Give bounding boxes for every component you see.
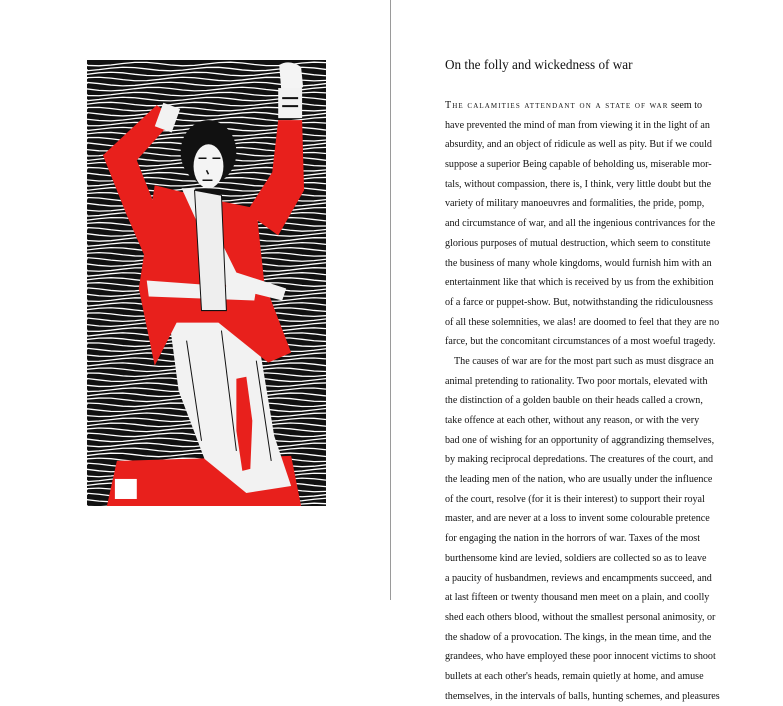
text-line: animal pretending to rationality. Two poor mortals, elevated with [445,375,708,387]
text-line: tals, without compassion, there is, I think, very little doubt but the [445,178,712,190]
text-line: entertainment like that which is received by us from the exhibition [445,277,714,289]
text-line: of a farce or puppet-show. But, notwithstanding the ridiculousness [445,296,713,308]
text-line: of all these solemnities, we alas! are doomed to feel that they are no [445,316,720,328]
text-line: suppose a superior Being capable of beholding us, miserable mor- [445,159,712,171]
text-line: The causes of war are for the most part such as must disgrace an [454,355,714,367]
text-line: have prevented the mind of man from viewing it in the light of an [445,119,710,131]
left-page [0,0,391,600]
text-line: shed each others blood, without the smallest personal animosity, or [445,611,716,623]
text-line: for engaging the nation in the horrors of war. Taxes of the most [445,533,701,545]
lead-in-small-caps: The calamities attendant on a state of war [445,100,669,111]
text-line: The calamities attendant on a state of war seem to [445,100,703,111]
book-spine [390,0,391,600]
text-line: a paucity of husbandmen, reviews and encampments succeed, and [445,572,712,584]
text-line: themselves, in the intervals of balls, hunting schemes, and pleasures [445,690,720,702]
text-line: bad one of wishing for an opportunity of aggrandizing themselves, [445,434,715,446]
right-cuff [278,88,302,118]
fallen-soldier-cuff [115,479,137,499]
text-line: the distinction of a golden bauble on their heads called a crown, [445,395,703,407]
text-line: burthensome kind are levied, soldiers are collected so as to leave [445,552,707,564]
face [194,144,224,188]
text-line: by making reciprocal depredations. The creatures of the court, and [445,454,714,466]
chapter-title: On the folly and wickedness of war [445,57,633,72]
text-line: absurdity, and an object of ridicule as well as pity. But if we could [445,139,712,151]
text-line: at last fifteen or twenty thousand men meet on a plain, and coolly [445,592,710,604]
text-line: take offence at each other, without any reason, or with the very [445,415,700,426]
text-line: of the court, resolve (for it is their interest) to support their royal [445,493,705,505]
text-line: grandees, who have employed these poor innocent victims to shoot [445,651,716,663]
text-line: glorious purposes of mutual destruction, which seem to constitute [445,237,711,249]
text-line: farce, but the concomitant circumstances of a most woeful tragedy. [445,336,716,348]
text-line: variety of military manoeuvres and formalities, the pride, pomp, [445,198,705,210]
text-line: the leading men of the nation, who are usually under the influence [445,474,713,486]
text-line: bullets at each other's heads, remain quietly at home, and amuse [445,670,704,682]
text-line: master, and are never at a loss to invent some colourable pretence [445,513,710,525]
woodcut-illustration [87,60,326,506]
chapter-body [445,96,720,706]
text-line: the shadow of a provocation. The kings, in the mean time, and the [445,631,712,643]
raised-hand [279,62,303,90]
text-line: and circumstance of war, and all the ingenious contrivances for the [445,218,716,230]
text-line: the business of many whole kingdoms, would furnish him with an [445,257,712,269]
